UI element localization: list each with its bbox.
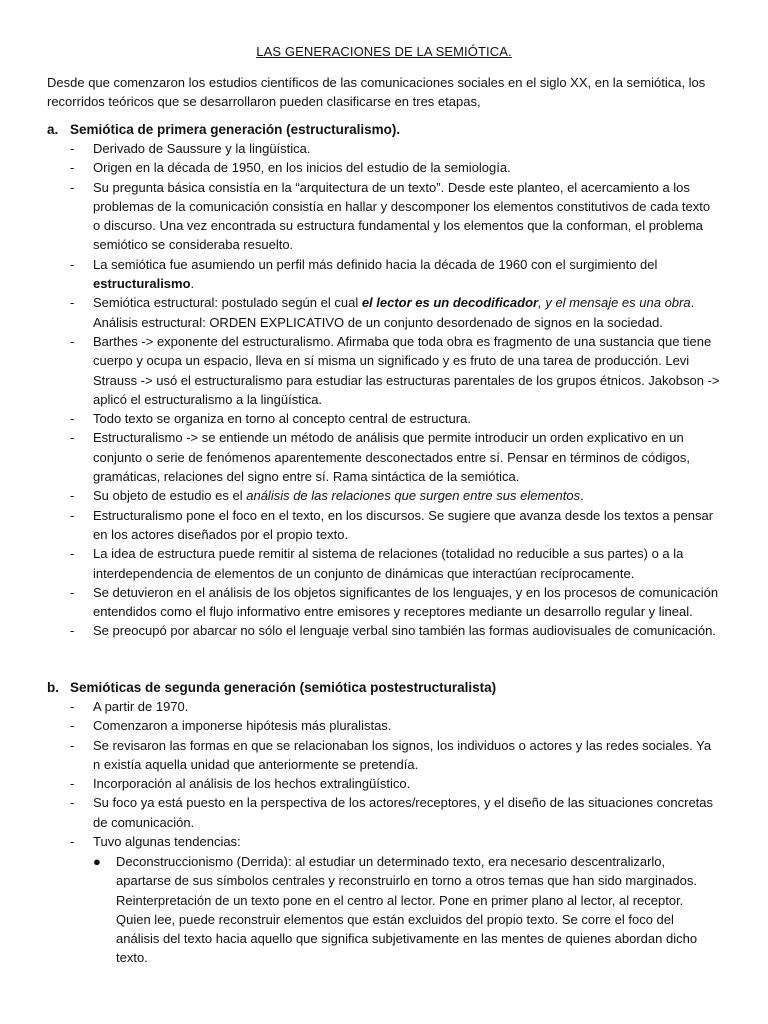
list-item: - Barthes -> exponente del estructuralismo. Afirmaba que toda obra es fragmento de una sustancia que tiene cuerpo y ocupa un espacio, lleva en sí misma un significado y es fruto de una tarea de producción. Levi Strauss -> usó el estructuralismo para estudiar las estructuras parentales de los grupos étnicos. Jakobson -> aplicó el estructuralismo a la lingüística. (70, 333, 720, 407)
list-item: - A partir de 1970. (70, 699, 189, 714)
list-item: - Todo texto se organiza en torno al concepto central de estructura. (70, 411, 471, 427)
list-item: - Su foco ya está puesto en la perspectiva de los actores/receptores, y el diseño de las situaciones concretas de comunicación. (70, 795, 714, 830)
bullet-icon: ● (93, 854, 101, 869)
list-item: - La semiótica fue asumiendo un perfil más definido hacia la década de 1960 con el surgimiento del estructuralismo. (70, 256, 658, 292)
list-item: - Origen en la década de 1950, en los inicios del estudio de la semiología. (70, 160, 511, 176)
list-item: - Se revisaron las formas en que se relacionaban los signos, los individuos o actores y las redes sociales. Ya n existía aquella unidad que anteriormente se pretendía. (70, 737, 712, 772)
section-a-heading (47, 122, 400, 137)
section-a-marker: a. (47, 122, 59, 137)
list-item: - Incorporación al análisis de los hechos extralingüístico. (70, 776, 411, 792)
section-a-title: Semiótica de primera generación (estructuralismo). (70, 122, 401, 137)
section-b-heading (47, 680, 496, 695)
document-title: LAS GENERACIONES DE LA SEMIÓTICA. (256, 44, 512, 59)
list-item: - Derivado de Saussure y la lingüística. (70, 141, 311, 156)
sub-list-item: ● Deconstruccionismo (Derrida): al estudiar un determinado texto, era necesario descentralizarlo, apartarse de sus símbolos centrales y reconstruirlo en torno a otros temas que han sido marginados. Reinterpretación de un texto pone en el centro al lector. Pone en primer plano al lector, al receptor. Quien lee, puede reconstruir elementos que están excluidos del propio texto. Se corre el foco del análisis del texto hacia aquello que significa subjetivamente en las mentes de quienes abordan dicho texto. (93, 854, 698, 966)
section-b-title: Semióticas de segunda generación (semiótica postestructuralista) (70, 680, 497, 695)
section-a-list (70, 139, 720, 641)
section-b-sublist (93, 852, 718, 968)
list-item: - Su objeto de estudio es el análisis de las relaciones que surgen entre sus elementos. (70, 488, 584, 504)
list-item: - La idea de estructura puede remitir al sistema de relaciones (totalidad no reducible a sus partes) o a la interdependencia de elementos de un conjunto de dinámicas que interactúan recíprocamente. (70, 546, 684, 581)
list-item: - Tuvo algunas tendencias: (70, 834, 241, 850)
list-item: - Se preocupó por abarcar no sólo el lenguaje verbal sino también las formas audiovisuales de comunicación. (70, 623, 716, 639)
section-b-marker: b. (47, 680, 59, 695)
list-item: - Semiótica estructural: postulado según el cual el lector es un decodificador, y el mensaje es una obra. Análisis estructural: ORDEN EXPLICATIVO de un conjunto desordenado de signos en la sociedad. (70, 295, 695, 330)
list-item: - Comenzaron a imponerse hipótesis más pluralistas. (70, 718, 392, 734)
section-b-list (70, 697, 720, 851)
list-item: - Estructuralismo pone el foco en el texto, en los discursos. Se sugiere que avanza desde los textos a pensar en los actores diseñados por el propio texto. (70, 507, 714, 542)
intro-paragraph: Desde que comenzaron los estudios científicos de las comunicaciones sociales en el siglo XX, en la semiótica, los recorridos teóricos que se desarrollaron pueden clasificarse en tres etapas, (47, 75, 706, 110)
list-item: - Su pregunta básica consistía en la “arquitectura de un texto”. Desde este planteo, el acercamiento a los problemas de la comunicación consistía en hallar y descomponer los elementos constitutivos de cada texto o discurso. Una vez encontrada su estructura fundamental y los elementos que la conforman, el problema semiótico se consideraba resuelto. (70, 179, 711, 253)
list-item: - Estructuralismo -> se entiende un método de análisis que permite introducir un orden explicativo en un conjunto o serie de fenómenos aparentemente desconectados entre sí. Pensar en términos de códigos, gramáticas, relaciones del signo entre sí. Rama sintáctica de la semiótica. (70, 430, 690, 485)
list-item: - Se detuvieron en el análisis de los objetos significantes de los lenguajes, y en los procesos de comunicación entendidos como el flujo informativo entre emisores y receptores mediante un desarrollo regular y lineal. (70, 584, 719, 620)
